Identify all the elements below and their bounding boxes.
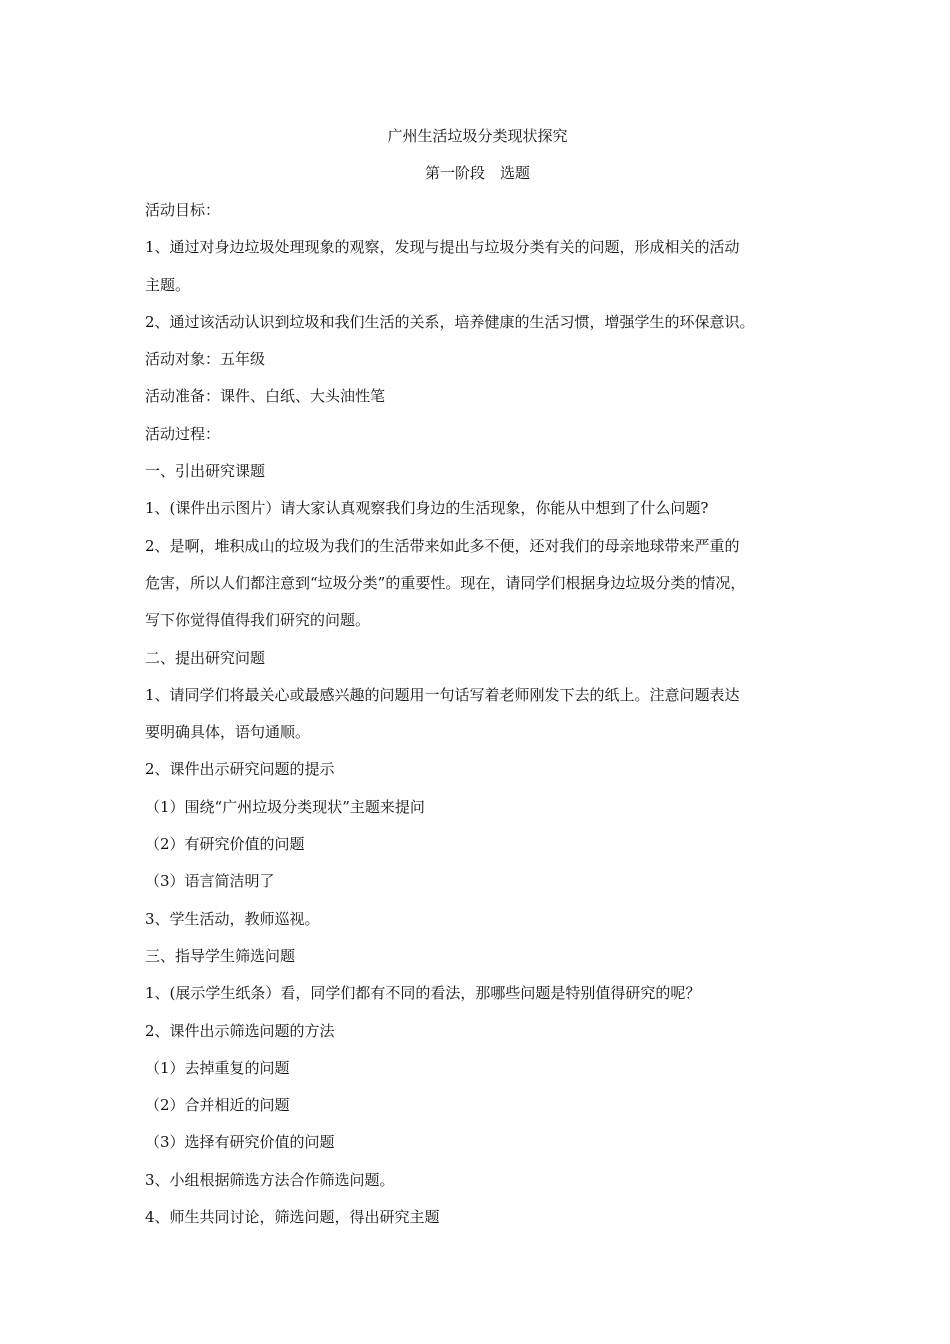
paragraph-line: 1、通过对身边垃圾处理现象的观察，发现与提出与垃圾分类有关的问题，形成相关的活动 xyxy=(145,238,740,257)
section-heading: 二、提出研究问题 xyxy=(145,648,266,667)
paragraph-line: 2、课件出示筛选问题的方法 xyxy=(145,1021,335,1040)
document-page xyxy=(145,118,810,1236)
paragraph-line: 3、小组根据筛选方法合作筛选问题。 xyxy=(145,1170,395,1189)
paragraph-line: 4、师生共同讨论，筛选问题，得出研究主题 xyxy=(145,1208,440,1227)
paragraph-line: 1、请同学们将最关心或最感兴趣的问题用一句话写着老师刚发下去的纸上。注意问题表达 xyxy=(145,685,740,704)
section-label-goals: 活动目标： xyxy=(145,201,221,219)
paragraph-line: 2、课件出示研究问题的提示 xyxy=(145,760,335,779)
paragraph-line: 1、(课件出示图片）请大家认真观察我们身边的生活现象，你能从中想到了什么问题? xyxy=(145,499,709,518)
document-subtitle: 第一阶段 选题 xyxy=(424,164,530,182)
paragraph-line: 要明确具体，语句通顺。 xyxy=(145,723,311,742)
list-item: （2）有研究价值的问题 xyxy=(145,835,305,854)
paragraph-line: 2、是啊，堆积成山的垃圾为我们的生活带来如此多不便，还对我们的母亲地球带来严重的 xyxy=(145,536,740,555)
paragraph-line: 危害，所以人们都注意到“垃圾分类”的重要性。现在，请同学们根据身边垃圾分类的情况， xyxy=(145,573,746,592)
document-title: 广州生活垃圾分类现状探究 xyxy=(387,127,568,145)
section-label-preparation: 活动准备：课件、白纸、大头油性笔 xyxy=(145,387,386,406)
paragraph-line: 写下你觉得值得我们研究的问题。 xyxy=(145,611,371,630)
paragraph-line: 3、学生活动，教师巡视。 xyxy=(145,909,320,928)
list-item: （1）围绕“广州垃圾分类现状”主题来提问 xyxy=(145,797,425,816)
list-item: （2）合并相近的问题 xyxy=(145,1096,290,1115)
section-label-process: 活动过程： xyxy=(145,424,221,443)
paragraph-line: 主题。 xyxy=(145,275,191,294)
paragraph-line: 1、(展示学生纸条）看，同学们都有不同的看法，那哪些问题是特别值得研究的呢？ xyxy=(145,984,701,1003)
list-item: （3）语言简洁明了 xyxy=(145,872,275,891)
list-item: （3）选择有研究价值的问题 xyxy=(145,1133,335,1152)
section-heading: 三、指导学生筛选问题 xyxy=(145,946,296,965)
list-item: （1）去掉重复的问题 xyxy=(145,1058,290,1077)
section-heading: 一、引出研究课题 xyxy=(145,462,266,481)
section-label-audience: 活动对象：五年级 xyxy=(145,350,266,369)
paragraph-line: 2、通过该活动认识到垃圾和我们生活的关系，培养健康的生活习惯，增强学生的环保意识。 xyxy=(145,312,755,331)
